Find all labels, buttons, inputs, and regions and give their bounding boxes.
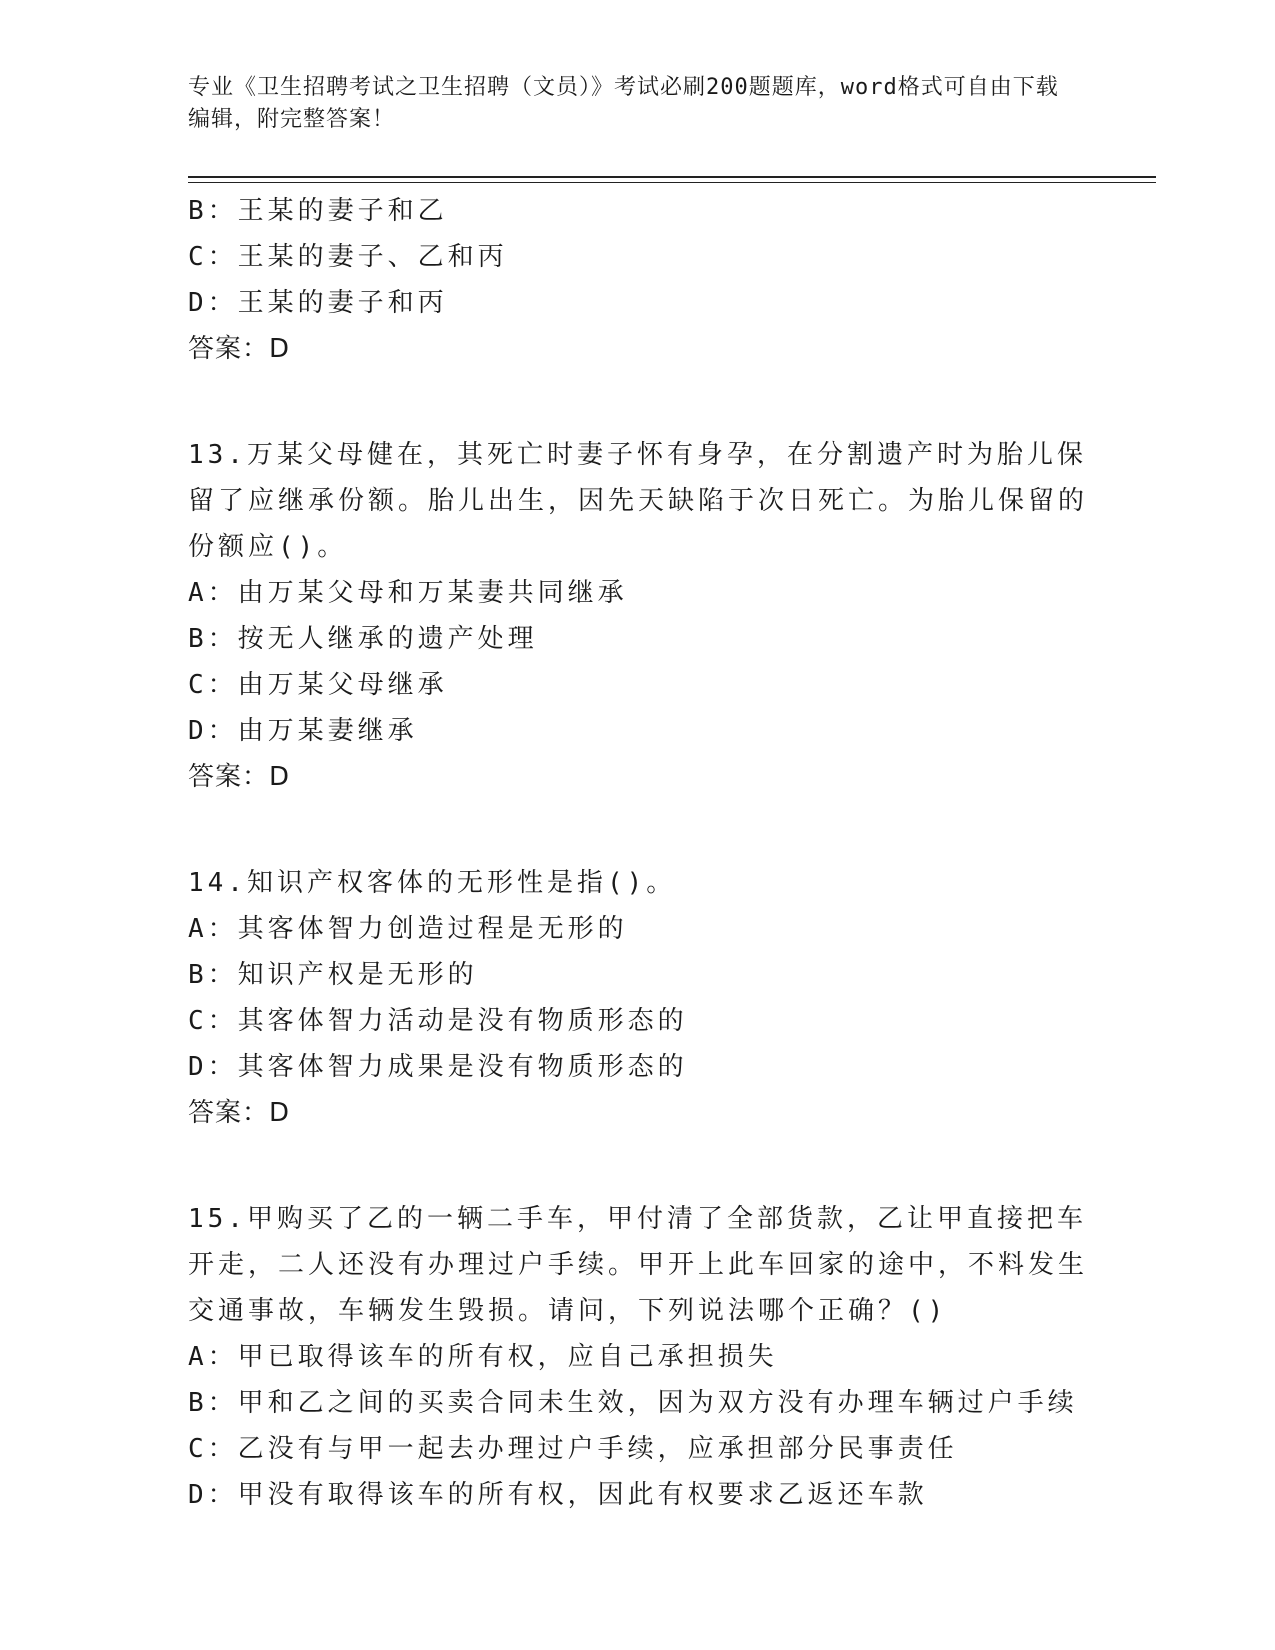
answer-line: 答案：D: [188, 762, 291, 792]
option-b: B：知识产权是无形的: [188, 960, 478, 990]
option-b: B：按无人继承的遗产处理: [188, 624, 538, 654]
option-d: D：其客体智力成果是没有物质形态的: [188, 1052, 688, 1082]
option-c: C：其客体智力活动是没有物质形态的: [188, 1006, 688, 1036]
option-d: D：由万某妻继承: [188, 716, 418, 746]
option-b: B：甲和乙之间的买卖合同未生效，因为双方没有办理车辆过户手续: [188, 1388, 1078, 1418]
option-c: C：王某的妻子、乙和丙: [188, 242, 508, 272]
option-d: D：王某的妻子和丙: [188, 288, 448, 318]
option-b: B：王某的妻子和乙: [188, 196, 448, 226]
header-rule-thin: [188, 182, 1156, 183]
question-15: [188, 1196, 1088, 1518]
answer-line: 答案：D: [188, 1098, 291, 1128]
option-d: D：甲没有取得该车的所有权，因此有权要求乙返还车款: [188, 1480, 928, 1510]
question-text: 14.知识产权客体的无形性是指()。: [188, 868, 677, 898]
option-c: C：乙没有与甲一起去办理过户手续，应承担部分民事责任: [188, 1434, 958, 1464]
document-body: [188, 188, 1088, 1518]
answer-line: 答案：D: [188, 334, 291, 364]
option-a: A：其客体智力创造过程是无形的: [188, 914, 628, 944]
question-12-continued: [188, 188, 1088, 372]
option-a: A：甲已取得该车的所有权，应自己承担损失: [188, 1342, 778, 1372]
question-14: [188, 860, 1088, 1136]
question-text: 15.甲购买了乙的一辆二手车，甲付清了全部货款，乙让甲直接把车开走，二人还没有办理过户手续。甲开上此车回家的途中，不料发生交通事故，车辆发生毁损。请问，下列说法哪个正确？(): [188, 1204, 1089, 1326]
page-header: 专业《卫生招聘考试之卫生招聘（文员）》考试必刷200题题库，word格式可自由下载编辑，附完整答案！: [188, 75, 1059, 132]
option-a: A：由万某父母和万某妻共同继承: [188, 578, 628, 608]
question-text: 13.万某父母健在，其死亡时妻子怀有身孕，在分割遗产时为胎儿保留了应继承份额。胎儿出生，因先天缺陷于次日死亡。为胎儿保留的份额应()。: [188, 440, 1089, 562]
option-c: C：由万某父母继承: [188, 670, 448, 700]
header-rule-thick: [188, 176, 1156, 178]
question-13: [188, 432, 1088, 800]
